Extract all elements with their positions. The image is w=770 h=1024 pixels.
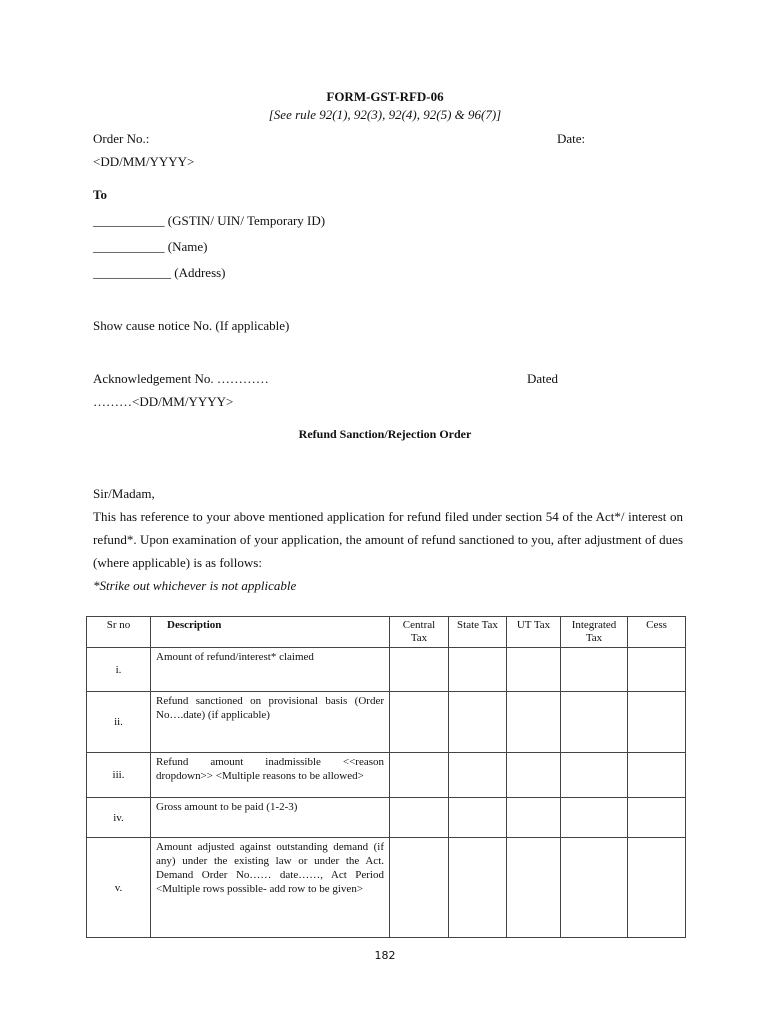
rule-reference: [See rule 92(1), 92(3), 92(4), 92(5) & 96(7)] <box>268 107 502 122</box>
row-description: Gross amount to be paid (1-2-3) <box>151 798 390 838</box>
cell-central-tax <box>390 648 449 692</box>
addressee-address: ____________ (Address) <box>93 265 226 280</box>
addressee-name: ___________ (Name) <box>93 239 208 254</box>
form-title: FORM-GST-RFD-06 <box>326 89 444 104</box>
cell-integrated-tax <box>561 692 628 753</box>
cell-cess <box>628 648 686 692</box>
cell-ut-tax <box>507 692 561 753</box>
header-description: Description <box>151 617 390 648</box>
table-row <box>87 753 686 798</box>
body-paragraph: This has reference to your above mentioned application for refund filed under section 54 of the Act*/ interest on refund*. Upon examination of your application, the amount of refund sanctioned to you, after adjustment of dues (where applicable) is as follows: <box>93 509 683 570</box>
row-sr: v. <box>87 838 151 938</box>
acknowledgement-no: Acknowledgement No. ………… <box>93 371 269 386</box>
row-description: Refund amount inadmissible <<reason dropdown>> <Multiple reasons to be allowed> <box>151 753 390 798</box>
cell-integrated-tax <box>561 648 628 692</box>
date-label: Date: <box>557 131 586 146</box>
table-row <box>87 692 686 753</box>
row-sr: iv. <box>87 798 151 838</box>
cell-cess <box>628 838 686 938</box>
cell-central-tax <box>390 692 449 753</box>
cell-cess <box>628 798 686 838</box>
cell-integrated-tax <box>561 798 628 838</box>
addressee-gstin: ___________ (GSTIN/ UIN/ Temporary ID) <box>93 213 326 228</box>
cell-ut-tax <box>507 838 561 938</box>
cell-ut-tax <box>507 648 561 692</box>
order-no-label: Order No.: <box>93 131 150 146</box>
order-title: Refund Sanction/Rejection Order <box>298 427 472 441</box>
header-cess: Cess <box>628 617 686 648</box>
cell-state-tax <box>449 648 507 692</box>
strike-out-note: *Strike out whichever is not applicable <box>93 578 297 593</box>
refund-table <box>86 616 686 938</box>
cell-ut-tax <box>507 753 561 798</box>
header-integrated-tax: Integrated Tax <box>561 617 628 648</box>
to-label: To <box>93 187 107 202</box>
dated-label: Dated <box>527 371 559 386</box>
row-description: Amount of refund/interest* claimed <box>151 648 390 692</box>
cell-central-tax <box>390 753 449 798</box>
table-row <box>87 838 686 938</box>
row-sr: iii. <box>87 753 151 798</box>
header-central-tax: Central Tax <box>390 617 449 648</box>
salutation: Sir/Madam, <box>93 486 155 501</box>
cell-cess <box>628 753 686 798</box>
cell-integrated-tax <box>561 753 628 798</box>
date-value: <DD/MM/YYYY> <box>93 154 195 169</box>
cell-state-tax <box>449 798 507 838</box>
cell-state-tax <box>449 692 507 753</box>
cell-integrated-tax <box>561 838 628 938</box>
cell-cess <box>628 692 686 753</box>
header-state-tax: State Tax <box>449 617 507 648</box>
cell-central-tax <box>390 838 449 938</box>
cell-ut-tax <box>507 798 561 838</box>
cell-state-tax <box>449 838 507 938</box>
row-description: Refund sanctioned on provisional basis (Order No….date) (if applicable) <box>151 692 390 753</box>
table-row <box>87 798 686 838</box>
cell-state-tax <box>449 753 507 798</box>
row-sr: ii. <box>87 692 151 753</box>
table-row <box>87 648 686 692</box>
header-ut-tax: UT Tax <box>507 617 561 648</box>
row-sr: i. <box>87 648 151 692</box>
cell-central-tax <box>390 798 449 838</box>
table-header-row <box>87 617 686 648</box>
page-number: 182 <box>374 949 396 962</box>
row-description: Amount adjusted against outstanding demand (if any) under the existing law or under the Act. Demand Order No…… date……, Act Period <Multiple rows possible- add row to be given> <box>151 838 390 938</box>
dated-value: ………<DD/MM/YYYY> <box>93 394 234 409</box>
header-sr: Sr no <box>87 617 151 648</box>
show-cause-notice: Show cause notice No. (If applicable) <box>93 318 290 333</box>
